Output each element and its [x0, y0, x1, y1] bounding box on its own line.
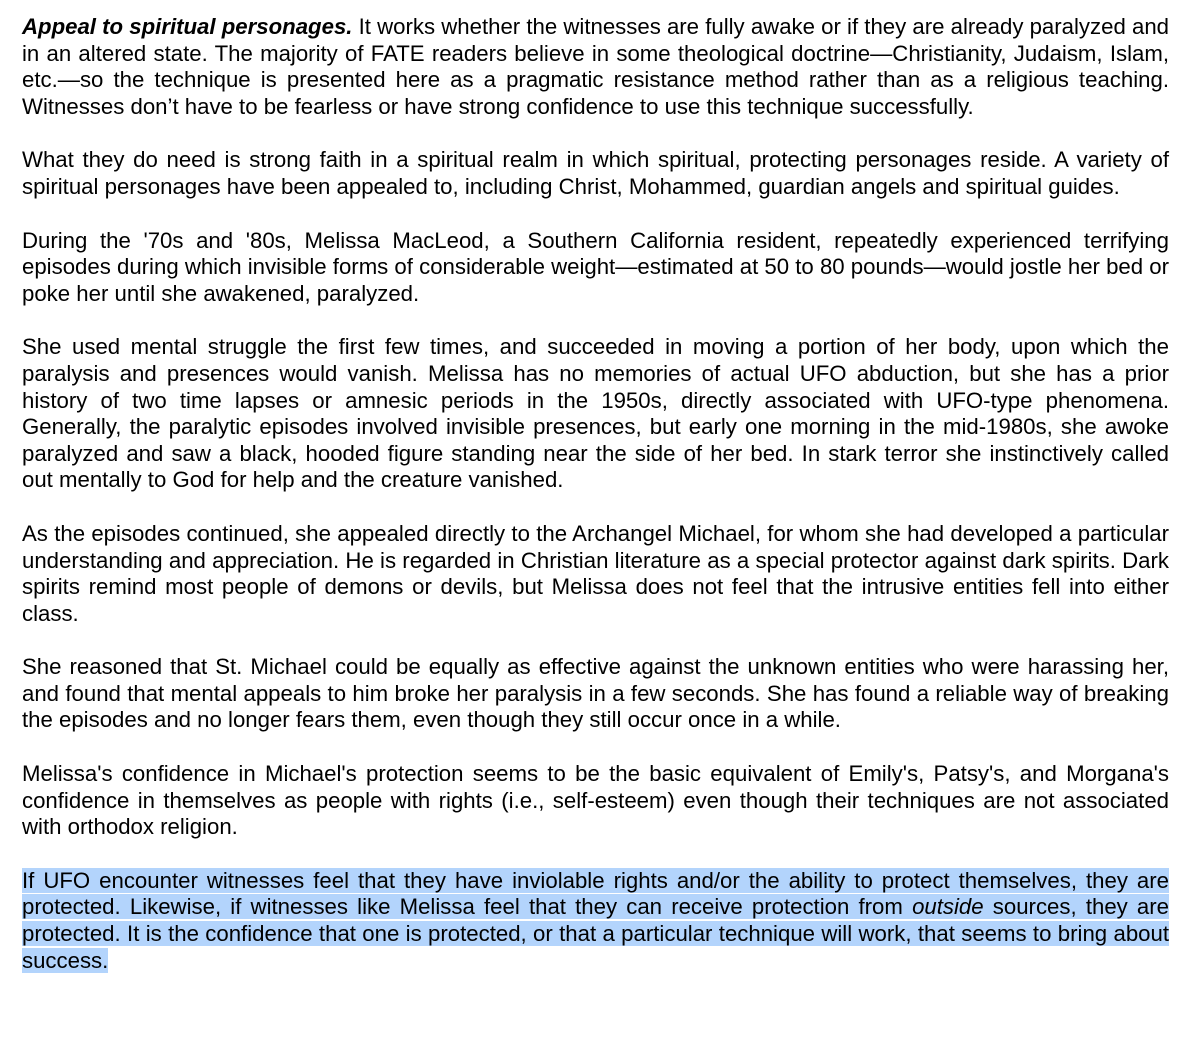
paragraph-2-text: What they do need is strong faith in a spiritual realm in which spiritual, protecting personages reside. A variety of spiritual personages have been appealed to, including Christ, Mohammed, guardian angels and spiritual guides.: [22, 147, 1169, 199]
text-selection-highlight[interactable]: [22, 868, 1169, 973]
paragraph-1[interactable]: [22, 14, 1169, 120]
paragraph-4-text: She used mental struggle the first few times, and succeeded in moving a portion of her body, upon which the paralysis and presences would vanish. Melissa has no memories of actual UFO abduction, but she has a prior history of two time lapses or amnesic periods in the 1950s, directly associated with UFO-type phenomena. Generally, the paralytic episodes involved invisible presences, but early one morning in the mid-1980s, she awoke paralyzed and saw a black, hooded figure standing near the side of her bed. In stark terror she instinctively called out mentally to God for help and the creature vanished.: [22, 334, 1169, 493]
emphasis-outside: outside: [912, 894, 984, 920]
paragraph-7[interactable]: [22, 761, 1169, 841]
paragraph-5[interactable]: [22, 521, 1169, 627]
paragraph-4[interactable]: [22, 334, 1169, 494]
paragraph-6-text: She reasoned that St. Michael could be equally as effective against the unknown entities who were harassing her, and found that mental appeals to him broke her paralysis in a few seconds. She has found a reliable way of breaking the episodes and no longer fears them, even though they still occur once in a while.: [22, 654, 1169, 733]
paragraph-8-text-part1: If UFO encounter witnesses feel that they have inviolable rights and/or the ability to protect themselves, they are protected. Likewise, if witnesses like Melissa feel that they can receive protection from: [22, 867, 1169, 920]
section-lead-heading: Appeal to spiritual personages.: [22, 14, 353, 39]
paragraph-3-text: During the '70s and '80s, Melissa MacLeod, a Southern California resident, repeatedly experienced terrifying episodes during which invisible forms of considerable weight—estimated at 50 to 80 pounds—would jostle her bed or poke her until she awakened, paralyzed.: [22, 227, 1170, 306]
paragraph-8-selected[interactable]: [22, 868, 1169, 974]
paragraph-6[interactable]: [22, 654, 1169, 734]
paragraph-8-text-part2: sources, they are protected. It is the confidence that one is protected, or that a particular technique will work, that seems to bring about success.: [22, 894, 1169, 973]
document-body: [22, 14, 1169, 974]
paragraph-1-text: It works whether the witnesses are fully awake or if they are already paralyzed and in an altered state. The majority of FATE readers believe in some theological doctrine—Christianity, Judaism, Islam, etc.—so the technique is presented here as a pragmatic resistance method rather than as a religious teaching. Witnesses don’t have to be fearless or have strong confidence to use this technique successfully.: [22, 14, 1169, 119]
paragraph-7-text: Melissa's confidence in Michael's protection seems to be the basic equivalent of Emily's, Patsy's, and Morgana's confidence in themselves as people with rights (i.e., self-esteem) even though their techniques are not associated with orthodox religion.: [22, 761, 1169, 840]
paragraph-2[interactable]: [22, 147, 1169, 200]
paragraph-3[interactable]: [22, 228, 1169, 308]
paragraph-5-text: As the episodes continued, she appealed directly to the Archangel Michael, for whom she had developed a particular understanding and appreciation. He is regarded in Christian literature as a special protector against dark spirits. Dark spirits remind most people of demons or devils, but Melissa does not feel that the intrusive entities fell into either class.: [22, 520, 1169, 626]
